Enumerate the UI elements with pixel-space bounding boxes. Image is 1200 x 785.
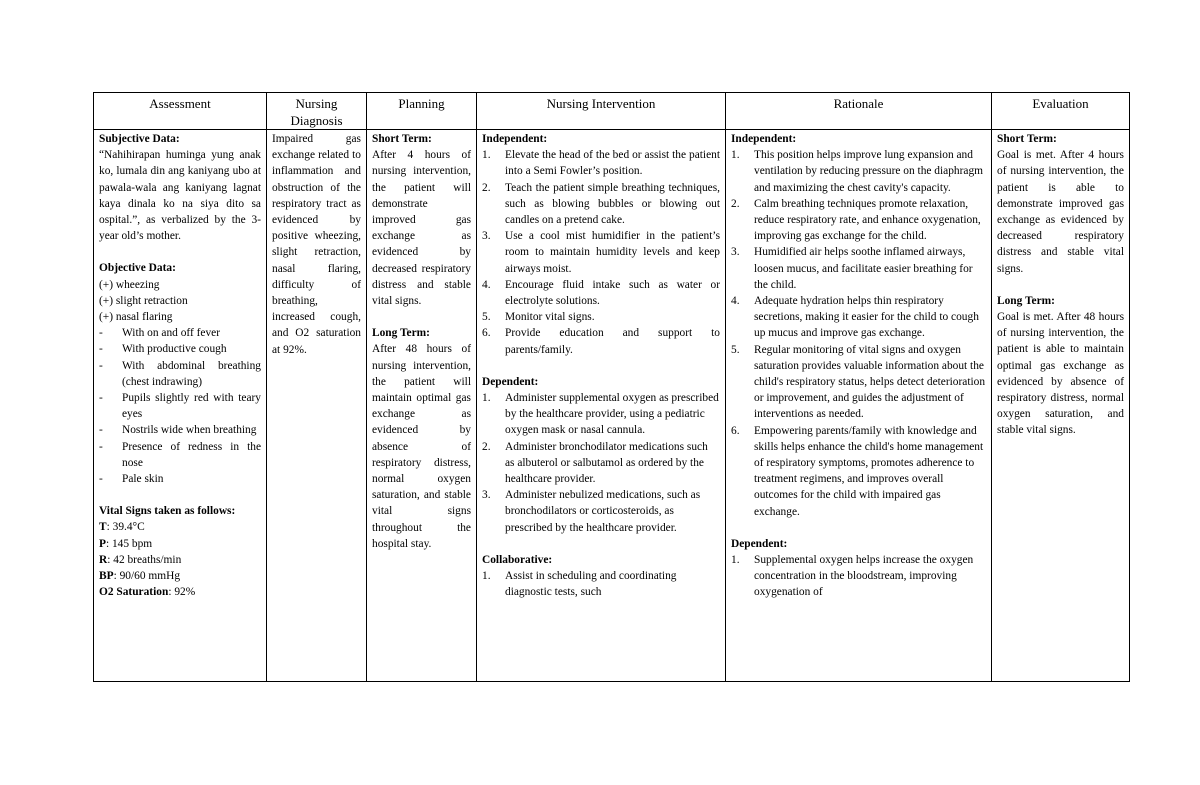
intervention-collaborative-list bbox=[482, 568, 720, 600]
objective-plus-item: (+) slight retraction bbox=[99, 294, 188, 307]
intervention-collaborative-label: Collaborative: bbox=[482, 553, 553, 566]
vital-sign: O2 Saturation: 92% bbox=[99, 586, 196, 599]
assessment-cell bbox=[94, 130, 267, 682]
list-item: 1. This position helps improve lung expansion and ventilation by reducing pressure on the diaphragm and maximizing the chest cavity's capacity. bbox=[731, 149, 984, 194]
evaluation-long-text: Goal is met. After 48 hours of nursing intervention, the patient is able to maintain optimal gas exchange as evidenced by absence of respiratory distress, normal oxygen saturation, and stable vital signs. bbox=[997, 311, 1124, 437]
list-item: 1. Administer supplemental oxygen as prescribed by the healthcare provider, using a pediatric oxygen mask or nasal cannula. bbox=[482, 392, 719, 437]
nursing-care-plan-table bbox=[93, 92, 1130, 682]
subjective-label: Subjective Data: bbox=[99, 133, 180, 145]
evaluation-short-text: Goal is met. After 4 hours of nursing intervention, the patient is able to demonstrate improved gas exchange as evidenced by decreased respiratory distress and stable vital signs. bbox=[997, 149, 1124, 275]
header-rationale: Rationale bbox=[726, 93, 992, 130]
list-item: 1. Elevate the head of the bed or assist the patient into a Semi Fowler’s position. bbox=[482, 149, 720, 178]
intervention-dependent-label: Dependent: bbox=[482, 375, 539, 388]
rationale-independent-label: Independent: bbox=[731, 133, 797, 145]
evaluation-short-label: Short Term: bbox=[997, 133, 1057, 145]
list-item: - Pupils slightly red with teary eyes bbox=[99, 392, 261, 421]
intervention-independent-list bbox=[482, 147, 720, 358]
header-nursing-intervention: Nursing Intervention bbox=[477, 93, 726, 130]
diagnosis-text: Impaired gas exchange related to inflammation and obstruction of the respiratory tract as evidenced by positive wheezing, slight retraction, nasal flaring, difficulty of breathing, increased cough, and O2 saturation at 92%. bbox=[272, 133, 361, 356]
rationale-dependent-label: Dependent: bbox=[731, 537, 788, 550]
content-row bbox=[94, 130, 1130, 682]
list-item: - Nostrils wide when breathing bbox=[99, 424, 257, 437]
rationale-dependent-list bbox=[731, 552, 986, 601]
subjective-text: “Nahihirapan huminga yung anak ko, lumala din ang kaniyang ubo at pawala-wala ang kaniyang lagnat kaya dinala ko na siya dito sa ospital.”, as verbalized by the 3-year old’s mother. bbox=[99, 149, 261, 243]
list-item: - With productive cough bbox=[99, 343, 227, 356]
vitals-label: Vital Signs taken as follows: bbox=[99, 505, 236, 518]
objective-label: Objective Data: bbox=[99, 262, 176, 275]
list-item: 5. Regular monitoring of vital signs and oxygen saturation provides valuable information about the child's respiratory status, helps detect deterioration or improvement, and guides the adjustment of interventions as needed. bbox=[731, 343, 986, 421]
rationale-cell bbox=[726, 130, 992, 682]
header-row bbox=[94, 93, 1130, 130]
planning-short-label: Short Term: bbox=[372, 133, 432, 145]
objective-plus-item: (+) nasal flaring bbox=[99, 311, 173, 324]
evaluation-long-label: Long Term: bbox=[997, 294, 1055, 307]
planning-short-text: After 4 hours of nursing intervention, the patient will demonstrate improved gas exchange as evidenced by decreased respiratory distress and stable vital signs. bbox=[372, 149, 471, 308]
planning-long-text: After 48 hours of nursing intervention, the patient will maintain optimal gas exchange as evidenced by absence of respiratory distress, normal oxygen saturation, and stable vital signs throughout the hospital stay. bbox=[372, 343, 471, 550]
list-item: 6. Empowering parents/family with knowledge and skills helps enhance the child's home management of respiratory symptoms, promotes adherence to treatment regimens, and improves overall outcomes for the child with impaired gas exchange. bbox=[731, 424, 984, 518]
list-item: - With on and off fever bbox=[99, 327, 221, 340]
vital-sign: T: 39.4°C bbox=[99, 521, 145, 534]
header-nursing-diagnosis: Nursing Diagnosis bbox=[267, 93, 367, 130]
list-item: 3. Use a cool mist humidifier in the patient’s room to maintain humidity levels and keep airways moist. bbox=[482, 230, 720, 275]
list-item: - Presence of redness in the nose bbox=[99, 440, 261, 469]
header-evaluation: Evaluation bbox=[992, 93, 1130, 130]
evaluation-cell bbox=[992, 130, 1130, 682]
vital-sign: P: 145 bpm bbox=[99, 537, 153, 550]
list-item: 6. Provide education and support to parents/family. bbox=[482, 327, 720, 356]
planning-cell bbox=[367, 130, 477, 682]
list-item: 2. Administer bronchodilator medications such as albuterol or salbutamol as ordered by the healthcare provider. bbox=[482, 440, 708, 486]
vital-sign: BP: 90/60 mmHg bbox=[99, 570, 181, 583]
list-item: 1. Assist in scheduling and coordinating diagnostic tests, such bbox=[482, 570, 677, 599]
intervention-dependent-list bbox=[482, 390, 720, 536]
list-item: 2. Teach the patient simple breathing techniques, such as blowing bubbles or blowing out candles on a pretend cake. bbox=[482, 181, 720, 227]
list-item: 4. Encourage fluid intake such as water or electrolyte solutions. bbox=[482, 278, 720, 308]
header-assessment: Assessment bbox=[94, 93, 267, 130]
list-item: 5. Monitor vital signs. bbox=[482, 311, 595, 324]
list-item: - Pale skin bbox=[99, 473, 164, 486]
list-item: 4. Adequate hydration helps thin respiratory secretions, making it easier for the child to cough up mucus and improve gas exchange. bbox=[731, 295, 979, 340]
header-planning: Planning bbox=[367, 93, 477, 130]
list-item: - With abdominal breathing (chest indrawing) bbox=[99, 359, 261, 388]
objective-plus-item: (+) wheezing bbox=[99, 278, 160, 291]
planning-long-label: Long Term: bbox=[372, 327, 430, 340]
objective-dash-list bbox=[99, 325, 261, 487]
intervention-cell bbox=[477, 130, 726, 682]
vital-sign: R: 42 breaths/min bbox=[99, 553, 182, 566]
list-item: 1. Supplemental oxygen helps increase the oxygen concentration in the bloodstream, improving oxygenation of bbox=[731, 554, 974, 599]
rationale-independent-list bbox=[731, 147, 986, 520]
list-item: 3. Administer nebulized medications, such as bronchodilators or corticosteroids, as prescribed by the healthcare provider. bbox=[482, 489, 701, 534]
list-item: 3. Humidified air helps soothe inflamed airways, loosen mucus, and facilitate easier breathing for the child. bbox=[731, 246, 973, 291]
diagnosis-cell bbox=[267, 130, 367, 682]
intervention-independent-label: Independent: bbox=[482, 133, 548, 145]
list-item: 2. Calm breathing techniques promote relaxation, reduce respiratory rate, and enhance oxygenation, improving gas exchange for the child. bbox=[731, 197, 981, 243]
